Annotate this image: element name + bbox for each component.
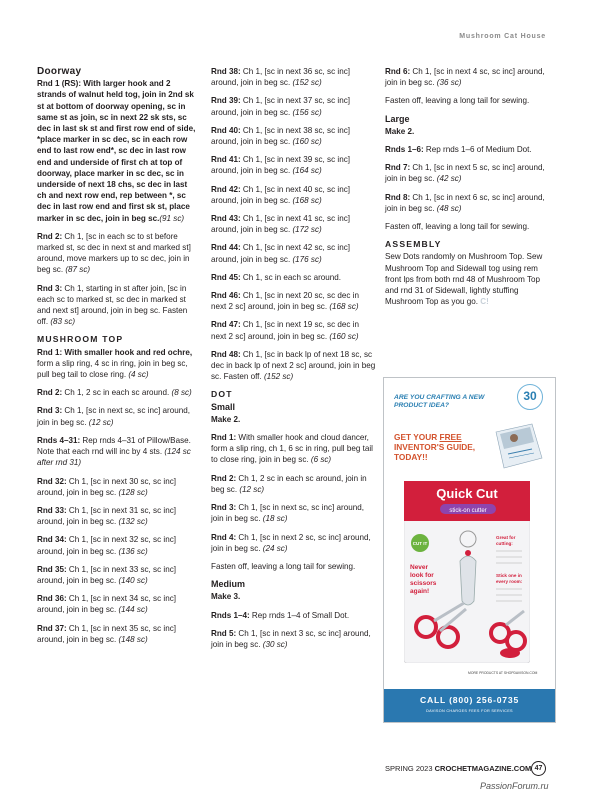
round-label: Rnd 43: bbox=[211, 214, 241, 224]
round-text: Rep rnds 1–6 of Medium Dot. bbox=[423, 145, 532, 155]
round-instruction bbox=[211, 184, 376, 206]
stitch-count: (30 sc) bbox=[262, 639, 288, 649]
ad-guide-offer: GET YOUR FREE INVENTOR'S GUIDE, TODAY!! bbox=[394, 432, 476, 463]
round-instruction bbox=[37, 283, 197, 328]
round-instruction bbox=[37, 505, 197, 527]
round-label: Rnd 5: bbox=[211, 628, 237, 638]
round-instruction bbox=[211, 610, 376, 621]
svg-text:Great for: Great for bbox=[496, 535, 516, 540]
stitch-count: (48 sc) bbox=[436, 203, 462, 213]
round-instruction bbox=[385, 66, 555, 88]
round-text: Ch 1, [sc in next 38 sc, sc inc] around, join in beg sc. bbox=[211, 125, 350, 147]
stitch-count: (160 sc) bbox=[292, 137, 322, 147]
round-label: Rnd 3: bbox=[37, 283, 63, 293]
round-instruction bbox=[211, 95, 376, 117]
svg-text:look for: look for bbox=[410, 572, 434, 579]
stitch-count: (140 sc) bbox=[118, 575, 148, 585]
stitch-count: (124 sc after rnd 31) bbox=[37, 447, 191, 468]
stitch-count: (4 sc) bbox=[128, 370, 149, 380]
round-text: With smaller hook and cloud dancer, form a slip ring, ch 1, 6 sc in ring, pull beg tail to close ring, join in beg sc. bbox=[211, 433, 373, 465]
stitch-count: (18 sc) bbox=[262, 514, 288, 524]
svg-text:Stick one in: Stick one in bbox=[496, 573, 522, 578]
round-text: Ch 1, [sc in next 4 sc, sc inc] around, join in beg sc. bbox=[385, 67, 545, 88]
round-instruction bbox=[37, 347, 197, 381]
stitch-count: (83 sc) bbox=[50, 317, 76, 327]
round-instruction bbox=[385, 192, 555, 214]
round-label: Rnd 45: bbox=[211, 272, 241, 282]
stitch-count: (168 sc) bbox=[329, 302, 359, 312]
round-instruction bbox=[37, 231, 197, 276]
round-text: Ch 1, [sc in next 34 sc, sc inc] around, join in beg sc. bbox=[37, 594, 176, 615]
round-instruction bbox=[211, 272, 376, 283]
round-label: Rnds 4–31: bbox=[37, 435, 81, 445]
round-text: Ch 1, [sc in next 3 sc, sc inc] around, join in beg sc. bbox=[211, 628, 371, 649]
instruction-text: Fasten off, leaving a long tail for sewing. bbox=[385, 222, 530, 232]
round-label: Rnd 47: bbox=[211, 320, 241, 330]
svg-text:Quick Cut: Quick Cut bbox=[436, 486, 498, 501]
round-label: Rnd 34: bbox=[37, 535, 67, 545]
stitch-count: (144 sc) bbox=[118, 605, 148, 615]
round-text: Ch 1, starting in st after join, [sc in each sc to marked st, sc dec in marked st and next st] around, join in beg sc. Fasten off. bbox=[37, 283, 188, 327]
round-text: Rep rnds 1–4 of Small Dot. bbox=[249, 610, 350, 620]
round-instruction bbox=[37, 387, 197, 398]
stitch-count: (36 sc) bbox=[436, 78, 462, 88]
round-instruction bbox=[37, 534, 197, 556]
svg-text:Never: Never bbox=[410, 564, 429, 571]
ad-question: ARE YOU CRAFTING A NEW PRODUCT IDEA? bbox=[394, 394, 485, 410]
round-label: Rnd 3: bbox=[37, 406, 63, 416]
round-instruction bbox=[211, 532, 376, 554]
round-text: Ch 1, [sc in next 2 sc, sc inc] around, join in beg sc. bbox=[211, 532, 371, 553]
instruction-text: Fasten off, leaving a long tail for sewing. bbox=[211, 561, 356, 571]
round-instruction bbox=[37, 405, 197, 427]
stitch-count: (156 sc) bbox=[292, 107, 322, 117]
stitch-count: (176 sc) bbox=[292, 254, 322, 264]
round-text: Ch 1, [sc in next 41 sc, sc inc] around, join in beg sc. bbox=[211, 214, 350, 235]
assembly-body: Sew Dots randomly on Mushroom Top. Sew Mushroom Top and Sidewall tog using rem front lps from both rnd 48 of Mushroom Top and rnd 31 of Sidewall, lightly stuffing Mushroom Top as you go. bbox=[385, 252, 543, 307]
anniversary-badge-number: 30 bbox=[523, 389, 537, 403]
stitch-count: (164 sc) bbox=[292, 166, 322, 176]
round-label: Rnd 7: bbox=[385, 163, 411, 173]
round-instruction bbox=[37, 564, 197, 586]
column-1 bbox=[37, 66, 197, 652]
section-heading: DOT bbox=[211, 389, 233, 400]
round-text: Ch 1, 2 sc in each sc around, join in beg sc. bbox=[211, 473, 367, 494]
round-label: Rnd 46: bbox=[211, 291, 241, 301]
round-instruction bbox=[211, 473, 376, 495]
ad-call-bar[interactable] bbox=[384, 689, 555, 722]
stitch-count: (148 sc) bbox=[118, 634, 148, 644]
round-label: Rnd 36: bbox=[37, 594, 67, 604]
round-instruction bbox=[211, 319, 376, 341]
round-label: Rnd 42: bbox=[211, 184, 241, 194]
round-text: Ch 1, [sc in next 20 sc, sc dec in next 2 sc] around, join in beg sc. bbox=[211, 291, 359, 312]
round-label: Rnd 32: bbox=[37, 476, 67, 486]
svg-text:cutting:: cutting: bbox=[496, 541, 513, 546]
round-label: Rnd 37: bbox=[37, 623, 67, 633]
round-label: Rnd 48: bbox=[211, 349, 241, 359]
round-text: Ch 1, [sc in back lp of next 18 sc, sc dec in back lp of next 2 sc] around, join in beg sc. Fasten off. bbox=[211, 349, 376, 382]
stitch-count: (42 sc) bbox=[436, 174, 462, 184]
round-label: Rnd 1 (RS): bbox=[37, 79, 82, 89]
page-number: 47 bbox=[531, 761, 546, 776]
round-label: Rnd 44: bbox=[211, 243, 241, 253]
section-heading: Medium bbox=[211, 579, 246, 590]
round-instruction bbox=[211, 154, 376, 176]
round-label: Rnds 1–4: bbox=[211, 610, 250, 620]
ad-more-products: MORE PRODUCTS AT SHOPDAVISON.COM bbox=[468, 671, 538, 675]
round-label: Rnd 39: bbox=[211, 96, 241, 106]
end-mark: C! bbox=[480, 297, 489, 307]
round-label: Rnd 4: bbox=[211, 532, 237, 542]
quick-cut-product-icon bbox=[404, 481, 530, 663]
round-label: Rnds 1–6: bbox=[385, 145, 424, 155]
round-text: Ch 1, [sc in next 40 sc, sc inc] around, join in beg sc. bbox=[211, 184, 350, 205]
footer-site[interactable]: CROCHETMAGAZINE.COM bbox=[434, 764, 532, 773]
round-text: Ch 1, [sc in next 6 sc, sc inc] around, join in beg sc. bbox=[385, 192, 545, 213]
round-instruction bbox=[37, 593, 197, 615]
round-instruction bbox=[385, 144, 555, 155]
stitch-count: (152 sc) bbox=[263, 372, 294, 382]
round-text: Ch 1, [sc in next 39 sc, sc inc] around, join in beg sc. bbox=[211, 155, 350, 176]
round-text: Ch 1, [sc in next 37 sc, sc inc] around, join in beg sc. bbox=[211, 96, 350, 117]
stitch-count: (136 sc) bbox=[118, 546, 148, 556]
stitch-count: (6 sc) bbox=[310, 455, 332, 465]
stitch-count: (8 sc) bbox=[171, 388, 192, 398]
inventor-guide-book-icon bbox=[492, 422, 544, 470]
svg-text:every room:: every room: bbox=[496, 579, 523, 584]
section-heading: Large bbox=[385, 113, 410, 124]
stitch-count: (91 sc) bbox=[159, 213, 185, 223]
round-instruction bbox=[211, 628, 376, 650]
round-instruction bbox=[211, 502, 376, 524]
round-label: Rnd 8: bbox=[385, 192, 411, 202]
round-text: form a slip ring, 4 sc in ring, join in beg sc, pull beg tail to close ring. bbox=[37, 358, 188, 380]
round-label: Rnd 2: bbox=[37, 388, 63, 398]
make-count: Make 3. bbox=[211, 592, 241, 602]
footer-issue: SPRING 2023 CROCHETMAGAZINE.COM bbox=[385, 764, 532, 773]
round-text: Ch 1, sc in each sc around. bbox=[240, 272, 342, 282]
stitch-count: (128 sc) bbox=[118, 487, 148, 497]
round-text: Ch 1, [sc in next sc, sc inc] around, join in beg sc. bbox=[211, 503, 364, 524]
round-text: Ch 1, [sc in next 32 sc, sc inc] around, join in beg sc. bbox=[37, 535, 176, 556]
section-heading: MUSHROOM TOP bbox=[37, 334, 124, 345]
stitch-count: (132 sc) bbox=[118, 517, 148, 527]
stitch-count: (24 sc) bbox=[262, 543, 288, 553]
section-heading: Doorway bbox=[37, 66, 82, 77]
stitch-count: (12 sc) bbox=[88, 417, 114, 427]
section-heading: Small bbox=[211, 401, 236, 412]
round-instruction bbox=[385, 162, 555, 184]
round-text: Ch 1, [sc in next 5 sc, sc inc] around, join in beg sc. bbox=[385, 163, 545, 184]
round-instruction bbox=[211, 290, 376, 312]
round-instruction bbox=[211, 66, 376, 88]
round-label: Rnd 1: bbox=[37, 347, 63, 357]
round-label: Rnd 41: bbox=[211, 155, 241, 165]
round-label: Rnd 38: bbox=[211, 67, 241, 76]
stitch-count: (160 sc) bbox=[329, 331, 359, 341]
assembly-text bbox=[385, 251, 555, 307]
round-label: Rnd 3: bbox=[211, 503, 237, 513]
stitch-count: (168 sc) bbox=[292, 195, 322, 205]
watermark: PassionForum.ru bbox=[480, 781, 549, 791]
round-text: Ch 1, 2 sc in each sc around. bbox=[62, 388, 172, 398]
round-label: Rnd 1: bbox=[211, 433, 237, 443]
stitch-count: (172 sc) bbox=[292, 225, 322, 235]
stitch-count: (12 sc) bbox=[239, 484, 265, 494]
round-instruction bbox=[211, 432, 376, 466]
round-text: Ch 1, [sc in next 35 sc, sc inc] around, join in beg sc. bbox=[37, 623, 176, 644]
round-instruction bbox=[211, 242, 376, 264]
round-lead: With larger hook and 2 strands of walnut held tog, join in 2nd sk st at bottom of doorway opening, sc in same st as join, sc in next 22 sk sts, sc dec in last sk st and first row end of side, *place marker in sc dec, sc in each row end to last row end*, sc dec in last row end and underside of first ch at top of doorway, place marker in sc dec, sc in underside of next 18 chs, sc dec in last ch and next row end, rep between *, sc dec in last row end and first sk st, place marker in sc dec, join in beg sc. bbox=[37, 79, 196, 223]
round-instruction bbox=[211, 213, 376, 235]
round-text: Ch 1, [sc in next 30 sc, sc inc] around, join in beg sc. bbox=[37, 476, 176, 497]
round-text: Ch 1, [sc in next 31 sc, sc inc] around, join in beg sc. bbox=[37, 505, 176, 527]
round-text: Ch 1, [sc in next 36 sc, sc inc] around, join in beg sc. bbox=[211, 67, 350, 88]
advertisement[interactable] bbox=[383, 377, 556, 723]
ad-disclaimer: DAVISON CHARGES FEES FOR SERVICES bbox=[426, 709, 513, 713]
round-label: Rnd 2: bbox=[211, 473, 237, 483]
svg-text:stick-on cutter: stick-on cutter bbox=[449, 508, 487, 514]
round-lead: With smaller hook and red ochre, bbox=[62, 347, 193, 357]
round-instruction bbox=[37, 623, 197, 645]
round-label: Rnd 2: bbox=[37, 231, 63, 241]
round-text: Ch 1, [sc in each sc to st before marked st, sc dec in next st and marked st] around, move markers up to sc dec, join in beg sc. bbox=[37, 231, 191, 275]
round-text: Ch 1, [sc in next 33 sc, sc inc] around, join in beg sc. bbox=[37, 564, 176, 585]
section-heading: ASSEMBLY bbox=[385, 239, 442, 250]
round-instruction bbox=[211, 125, 376, 147]
make-count: Make 2. bbox=[211, 414, 241, 424]
round-label: Rnd 40: bbox=[211, 125, 241, 135]
instruction-text: Fasten off, leaving a long tail for sewing. bbox=[385, 96, 530, 106]
running-header: Mushroom Cat House bbox=[459, 33, 546, 40]
make-count: Make 2. bbox=[385, 126, 415, 136]
round-instruction bbox=[37, 78, 197, 224]
round-text: Ch 1, [sc in next 19 sc, sc dec in next 2 sc] around, join in beg sc. bbox=[211, 320, 359, 341]
stitch-count: (87 sc) bbox=[65, 265, 91, 275]
svg-text:CUT IT: CUT IT bbox=[412, 541, 428, 546]
round-label: Rnd 6: bbox=[385, 67, 411, 76]
stitch-count: (152 sc) bbox=[292, 78, 322, 88]
round-text: Rep rnds 4–31 of Pillow/Base. Note that each rnd will inc by 4 sts. bbox=[37, 435, 191, 457]
round-instruction bbox=[211, 349, 376, 383]
round-text: Ch 1, [sc in next 42 sc, sc inc] around, join in beg sc. bbox=[211, 243, 350, 264]
svg-text:again!: again! bbox=[410, 588, 430, 595]
column-2 bbox=[211, 66, 376, 657]
round-text: Ch 1, [sc in next sc, sc inc] around, join in beg sc. bbox=[37, 406, 190, 427]
round-label: Rnd 33: bbox=[37, 505, 67, 515]
round-instruction bbox=[37, 435, 197, 469]
round-label: Rnd 35: bbox=[37, 564, 67, 574]
ad-phone[interactable]: CALL (800) 256-0735 bbox=[419, 695, 520, 705]
column-3 bbox=[385, 66, 555, 314]
round-instruction bbox=[37, 476, 197, 498]
svg-text:scissors: scissors bbox=[410, 580, 437, 587]
